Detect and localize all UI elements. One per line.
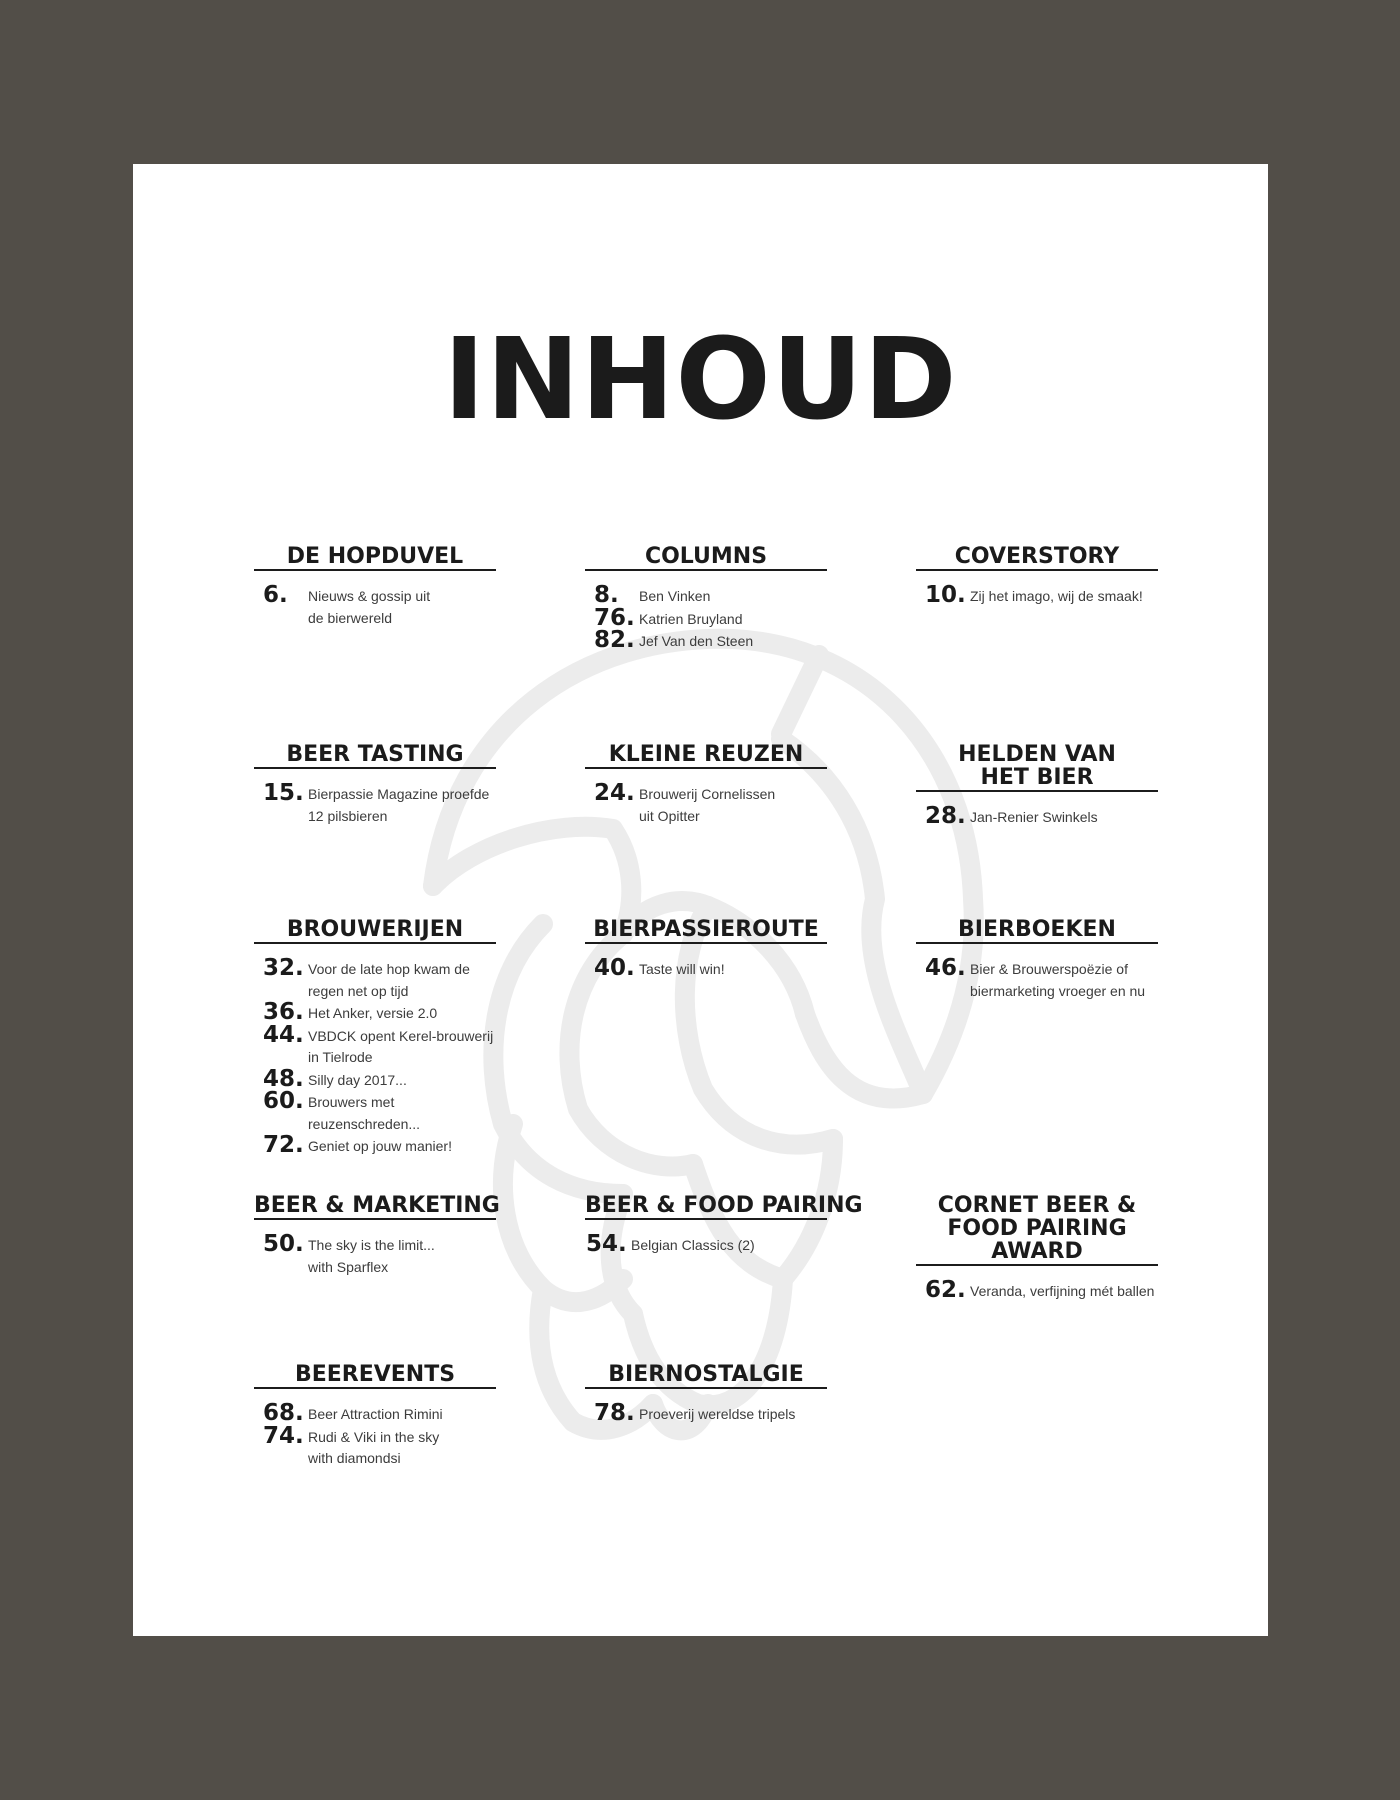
toc-entry[interactable] — [916, 584, 1158, 608]
page-number: 28. — [925, 803, 966, 829]
toc-entry[interactable] — [585, 584, 827, 608]
magazine-page — [133, 164, 1268, 1636]
toc-entry[interactable] — [585, 1402, 827, 1426]
section-heading: DE HOPDUVEL — [254, 545, 496, 571]
page-number: 24. — [594, 780, 635, 806]
entry-text: Bierpassie Magazine proefde 12 pilsbieren — [308, 786, 490, 824]
section-biernostalgie — [585, 1363, 827, 1427]
section-cornet-award — [916, 1194, 1158, 1304]
page-number: 50. — [263, 1231, 304, 1257]
section-heading: BIERBOEKEN — [916, 918, 1158, 944]
section-heading: HELDEN VAN HET BIER — [916, 743, 1158, 792]
section-heading: BEEREVENTS — [254, 1363, 496, 1389]
section-heading: CORNET BEER & FOOD PAIRING AWARD — [916, 1194, 1158, 1266]
page-number: 76. — [594, 604, 635, 631]
page-number: 62. — [925, 1277, 966, 1303]
entry-text: Jef Van den Steen — [639, 633, 754, 649]
entry-text: VBDCK opent Kerel-brouwerij in Tielrode — [308, 1027, 494, 1065]
section-beerevents — [254, 1363, 496, 1471]
entry-text: Zij het imago, wij de smaak! — [970, 588, 1143, 604]
entry-text: Het Anker, versie 2.0 — [308, 1005, 438, 1021]
page-number: 15. — [263, 780, 304, 806]
section-de-hopduvel — [254, 545, 496, 630]
section-kleine-reuzen — [585, 743, 827, 828]
entry-text: The sky is the limit... with Sparflex — [308, 1237, 435, 1275]
section-heading: BEER & MARKETING — [254, 1193, 500, 1218]
page-number: 8. — [594, 582, 619, 608]
entry-text: Belgian Classics (2) — [631, 1237, 755, 1253]
entry-text: Jan-Renier Swinkels — [970, 809, 1098, 825]
section-heading: BIERPASSIEROUTE — [585, 918, 827, 944]
section-heading: BEER TASTING — [254, 743, 496, 769]
toc-entry[interactable] — [254, 1001, 496, 1025]
entry-text: Katrien Bruyland — [639, 610, 743, 627]
entry-text: Nieuws & gossip uit de bierwereld — [308, 588, 431, 626]
page-number: 32. — [263, 955, 304, 981]
section-brouwerijen — [254, 918, 496, 1159]
section-bierpassieroute — [585, 918, 827, 982]
page-number: 36. — [263, 999, 304, 1025]
page-number: 44. — [263, 1021, 304, 1048]
section-heading: BIERNOSTALGIE — [585, 1363, 827, 1389]
toc-entry[interactable] — [585, 957, 827, 981]
page-number: 54. — [586, 1231, 627, 1257]
toc-entry[interactable] — [916, 1279, 1158, 1303]
section-heading: BROUWERIJEN — [254, 918, 496, 944]
toc-entry[interactable] — [916, 957, 1158, 1002]
section-bierboeken — [916, 918, 1158, 1003]
entry-text: Geniet op jouw manier! — [308, 1138, 452, 1154]
entry-text: Veranda, verfijning mét ballen — [970, 1283, 1155, 1299]
toc-entry[interactable] — [254, 1402, 496, 1426]
page-number: 48. — [263, 1065, 304, 1092]
page-number: 82. — [594, 627, 635, 653]
toc-entry[interactable] — [577, 1233, 827, 1257]
toc-entry[interactable] — [254, 1422, 496, 1470]
page-number: 10. — [925, 582, 966, 608]
toc-entry[interactable] — [254, 1233, 496, 1278]
entry-text: Beer Attraction Rimini — [308, 1406, 443, 1422]
section-columns — [585, 545, 827, 654]
page-title: INHOUD — [443, 315, 958, 445]
section-heading: BEER & FOOD PAIRING — [585, 1193, 863, 1218]
entry-text: Brouwers met reuzenschreden... — [308, 1094, 421, 1132]
section-heading: COVERSTORY — [916, 545, 1158, 571]
toc-entry[interactable] — [254, 782, 496, 827]
page-number: 78. — [594, 1400, 635, 1426]
entry-text: Bier & Brouwerspoëzie of biermarketing vroeger en nu — [970, 961, 1146, 999]
toc-entry[interactable] — [916, 805, 1158, 829]
section-heading: KLEINE REUZEN — [585, 743, 827, 769]
entry-text: Taste will win! — [639, 961, 725, 977]
toc-entry[interactable] — [585, 629, 827, 653]
page-number: 74. — [263, 1422, 304, 1449]
section-beer-marketing — [254, 1193, 500, 1279]
entry-text: Rudi & Viki in the sky with diamondsi — [308, 1428, 440, 1466]
page-number: 68. — [263, 1400, 304, 1426]
toc-entry[interactable] — [254, 1090, 496, 1135]
page-number: 46. — [925, 955, 966, 981]
entry-text: Proeverij wereldse tripels — [639, 1406, 796, 1422]
page-number: 60. — [263, 1088, 304, 1114]
page-number: 40. — [594, 955, 635, 981]
toc-entry[interactable] — [254, 584, 496, 629]
section-beer-food-pairing — [585, 1193, 863, 1258]
toc-entry[interactable] — [254, 1134, 496, 1158]
section-heading: COLUMNS — [585, 545, 827, 571]
page-number: 6. — [263, 582, 288, 608]
section-coverstory — [916, 545, 1158, 609]
section-beer-tasting — [254, 743, 496, 828]
entry-text: Silly day 2017... — [308, 1071, 407, 1088]
entry-text: Ben Vinken — [639, 588, 711, 604]
section-helden-van-het-bier — [916, 743, 1158, 830]
entry-text: Brouwerij Cornelissen uit Opitter — [639, 786, 776, 824]
toc-entry[interactable] — [254, 1021, 496, 1069]
entry-text: Voor de late hop kwam de regen net op tijd — [308, 961, 470, 999]
toc-entry[interactable] — [254, 957, 496, 1002]
toc-entry[interactable] — [585, 782, 827, 827]
page-number: 72. — [263, 1132, 304, 1158]
